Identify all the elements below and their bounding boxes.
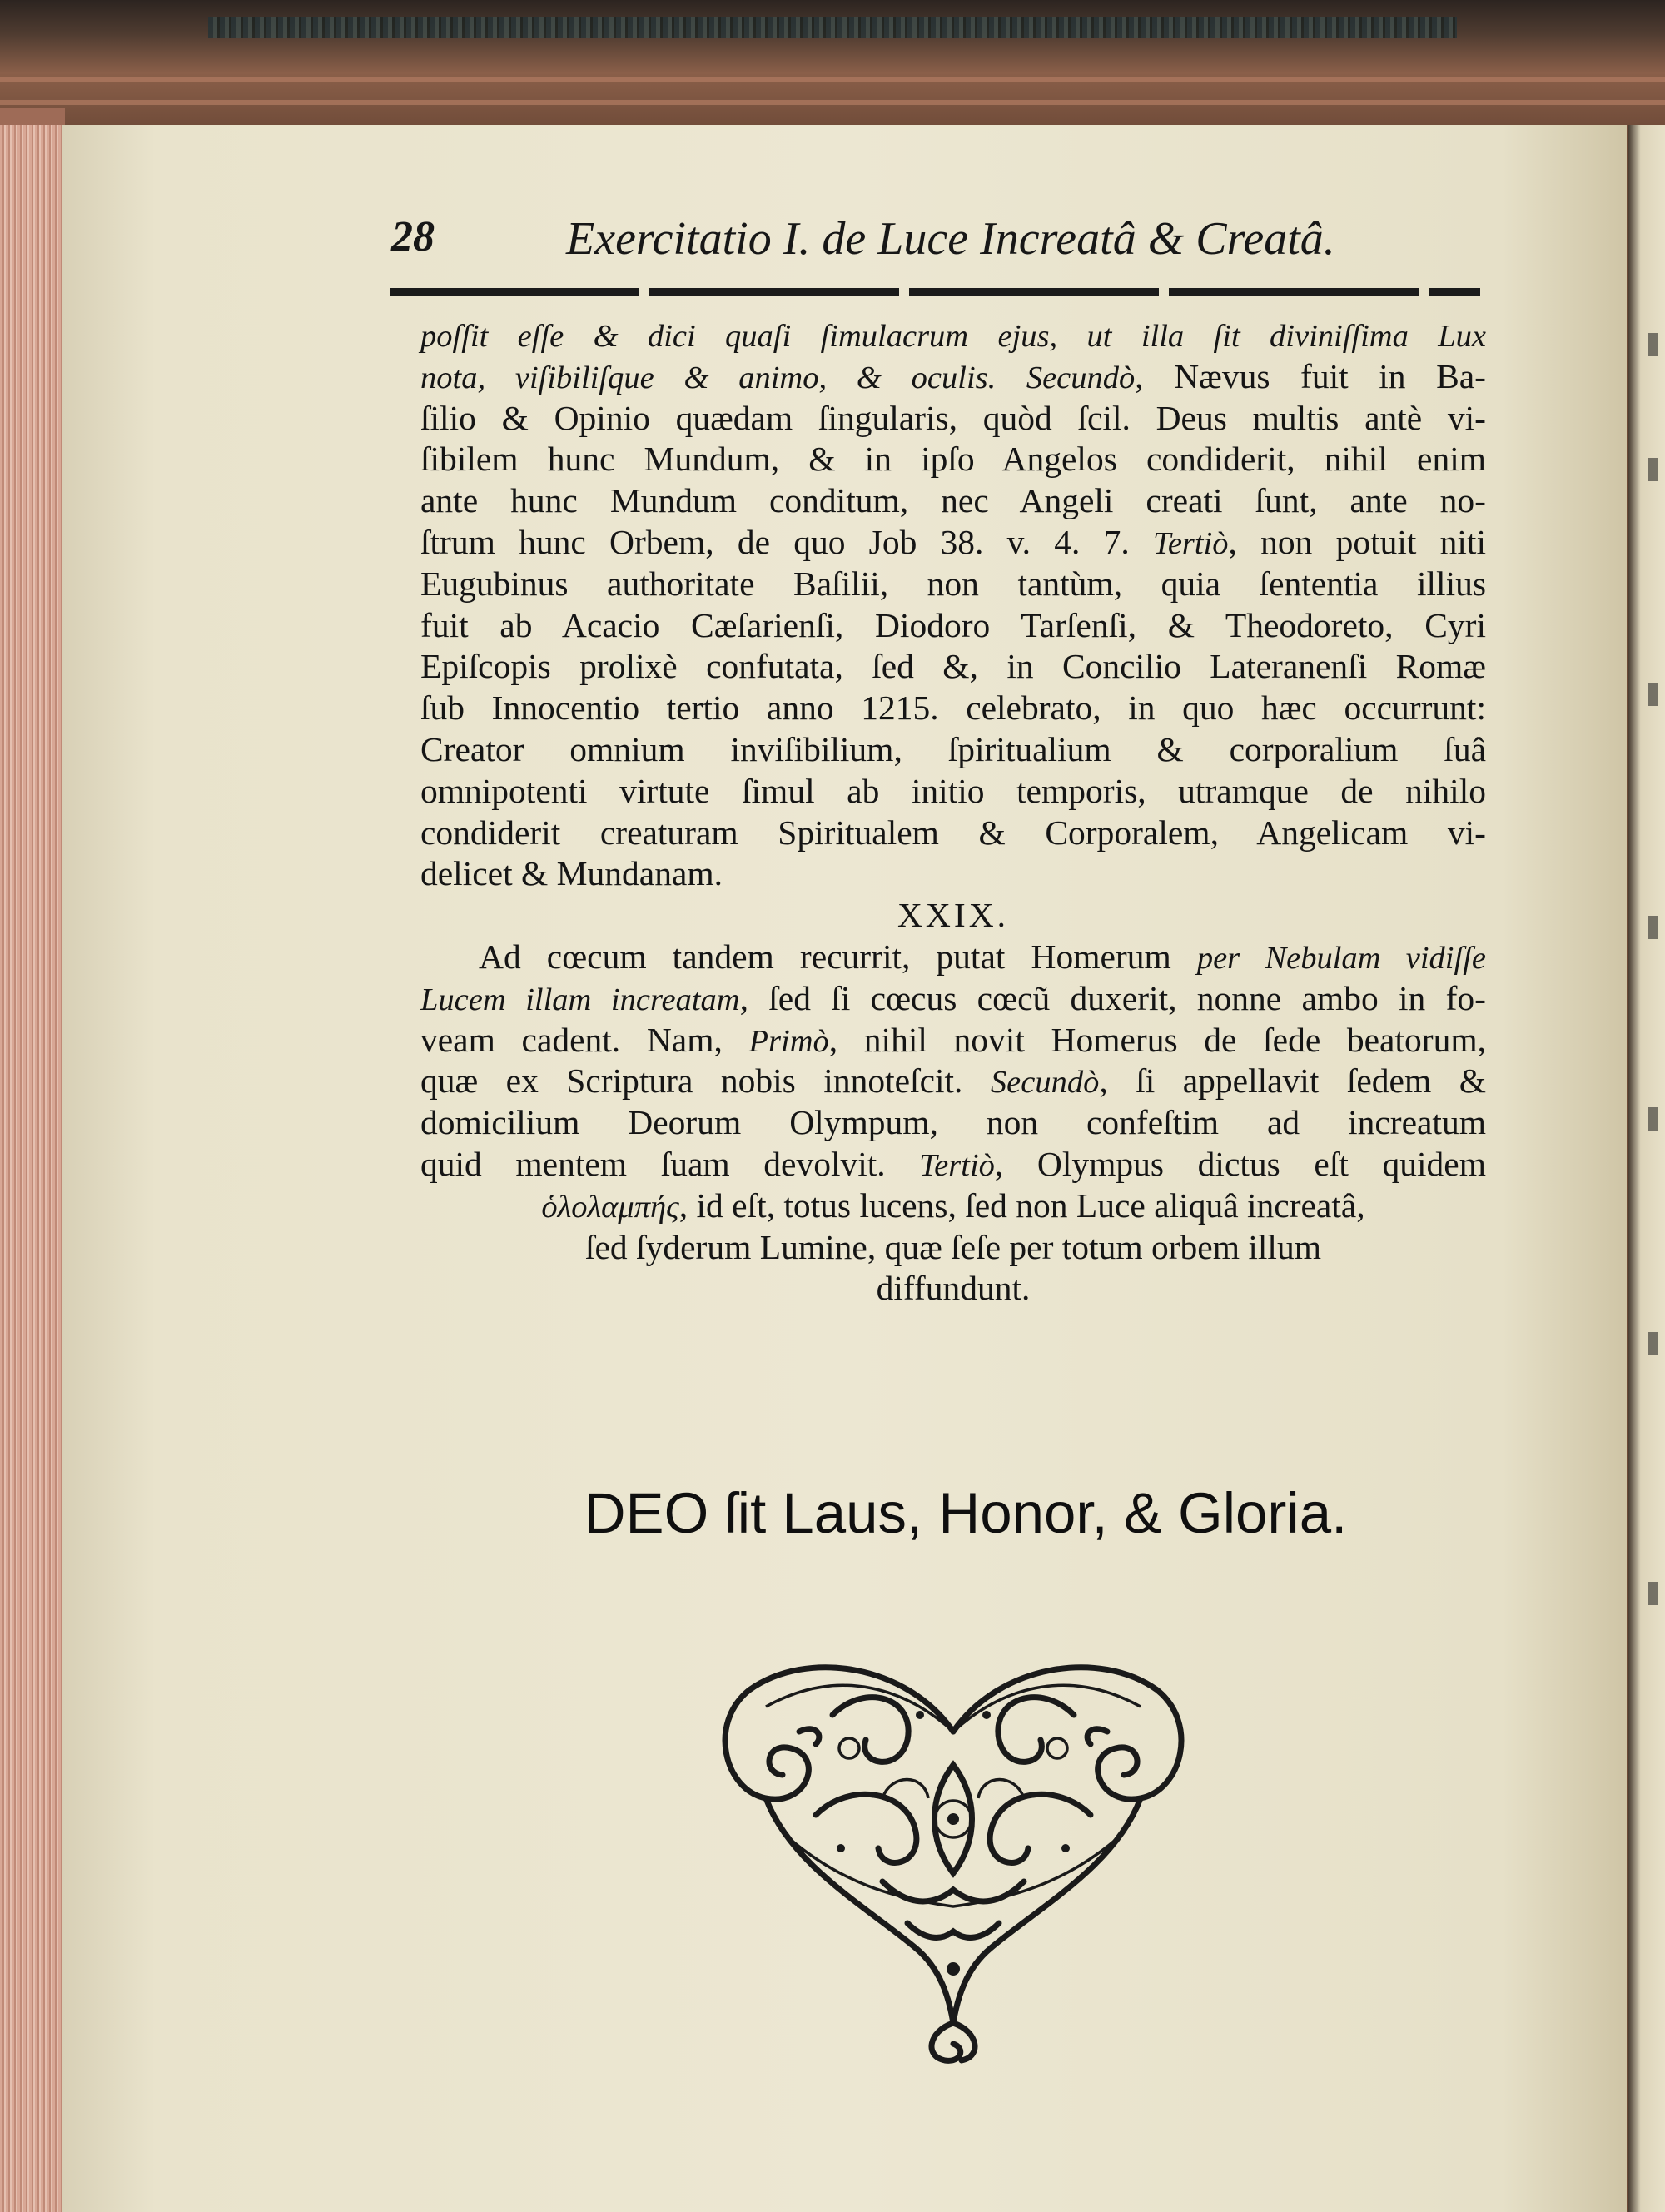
- text-run: Eugubinus authoritate Baſilii, non tantùm, quia ſententia illius: [420, 564, 1486, 603]
- binding-line: [0, 100, 1665, 105]
- text-run: Epiſcopis prolixè confutata, ſed &, in Concilio Lateranenſi Romæ: [420, 647, 1486, 686]
- text-line: [420, 398, 1486, 440]
- text-run: veam cadent. Nam,: [420, 1020, 749, 1059]
- page-fore-edge: [0, 125, 65, 2212]
- page-number: 28: [391, 213, 435, 261]
- text-run: ſtrum hunc Orbem, de quo Job 38. v. 4. 7.: [420, 522, 1153, 561]
- text-line: [420, 564, 1486, 605]
- italic-run: nota, viſibiliſque & animo, & oculis.: [420, 360, 997, 395]
- book-top-edge: [0, 0, 1665, 133]
- text-run: ſed ſyderum Lumine, quæ ſeſe per totum orbem illum: [584, 1227, 1321, 1266]
- running-header: [391, 212, 1390, 279]
- section-number-heading: [420, 895, 1486, 937]
- binding-line: [0, 77, 1665, 82]
- text-run: [996, 357, 1026, 395]
- text-line: [420, 771, 1486, 813]
- italic-run: Lucem illam increatam: [420, 982, 740, 1017]
- text-line: [420, 1186, 1486, 1227]
- text-line: [420, 1144, 1486, 1186]
- text-line: [420, 646, 1486, 688]
- text-line: [420, 439, 1486, 480]
- text-run: , nihil novit Homerus de ſede beatorum,: [828, 1020, 1486, 1059]
- text-line: [420, 605, 1486, 647]
- closing-doxology: DEO ſit Laus, Honor, & Gloria.: [584, 1481, 1348, 1545]
- italic-run: per Nebulam vidiſſe: [1196, 940, 1486, 976]
- text-run: quid mentem ſuam devolvit.: [420, 1144, 920, 1183]
- text-run: ante hunc Mundum conditum, nec Angeli creati ſunt, ante no-: [420, 481, 1486, 520]
- text-line: [420, 1268, 1486, 1310]
- text-run: , ſi appellavit ſedem &: [1099, 1061, 1486, 1101]
- italic-run: Secundò: [1026, 360, 1136, 395]
- text-line: [420, 937, 1486, 978]
- text-line: [420, 356, 1486, 398]
- body-text: [420, 315, 1486, 1310]
- text-run: domicilium Deorum Olympum, non confeſtim ad increatum: [420, 1103, 1486, 1142]
- header-rule: [390, 288, 1480, 296]
- text-line: [420, 813, 1486, 854]
- text-run: , non potuit niti: [1228, 522, 1486, 561]
- italic-run: Tertiò: [919, 1147, 995, 1183]
- text-run: ſilio & Opinio quædam ſingularis, quòd ſcil. Deus multis antè vi-: [420, 398, 1486, 437]
- text-run: condiderit creaturam Spiritualem & Corporalem, Angelicam vi-: [420, 813, 1486, 852]
- text-run: quæ ex Scriptura nobis innoteſcit.: [420, 1061, 991, 1101]
- text-line: [420, 978, 1486, 1020]
- text-line: [420, 480, 1486, 522]
- text-run: Ad cœcum tandem recurrit, putat Homerum: [479, 937, 1197, 976]
- text-line: [420, 1227, 1486, 1269]
- text-run: omnipotenti virtute ſimul ab initio temporis, utramque de nihilo: [420, 771, 1486, 810]
- text-run: , Nævus fuit in Ba-: [1135, 356, 1486, 395]
- text-line: [420, 688, 1486, 729]
- text-run: , Olympus dictus eſt quidem: [994, 1144, 1486, 1183]
- headband: [208, 17, 1457, 38]
- italic-run: Secundò: [990, 1065, 1100, 1101]
- text-run: ſibilem hunc Mundum, & in ipſo Angelos condiderit, nihil enim: [420, 440, 1486, 479]
- text-line: [420, 729, 1486, 771]
- italic-run: ὁλολαμπής: [541, 1189, 679, 1225]
- text-run: , ſed ſi cœcus cœcũ duxerit, nonne ambo in fo-: [739, 978, 1486, 1017]
- text-line: [420, 853, 1486, 895]
- text-line: [420, 522, 1486, 564]
- text-run: ſub Innocentio tertio anno 1215. celebrato, in quo hæc occurrunt:: [420, 688, 1486, 728]
- text-run: fuit ab Acacio Cæſarienſi, Diodoro Tarſenſi, & Theodoreto, Cyri: [420, 605, 1486, 644]
- italic-run: Primò: [748, 1023, 829, 1059]
- italic-run: poſſit eſſe & dici quaſi ſimulacrum ejus, ut illa ſit diviniſſima Lux: [420, 319, 1486, 354]
- text-line: [420, 1020, 1486, 1061]
- running-title: Exercitatio I. de Luce Increatâ & Creatâ.: [566, 213, 1335, 265]
- text-run: XXIX.: [897, 896, 1010, 935]
- text-line: [420, 315, 1486, 356]
- facing-page-text-fragments: [1648, 333, 1665, 1832]
- text-run: delicet & Mundanam.: [420, 854, 723, 893]
- text-run: , id eſt, totus lucens, ſed non Luce aliquâ increatâ,: [678, 1186, 1365, 1225]
- tailpiece-ornament: [716, 1632, 1190, 2073]
- text-line: [420, 1061, 1486, 1102]
- italic-run: Tertiò: [1152, 525, 1229, 561]
- text-run: diffundunt.: [876, 1269, 1031, 1308]
- text-run: Creator omnium inviſibilium, ſpiritualium & corporalium ſuâ: [420, 729, 1486, 768]
- text-line: [420, 1102, 1486, 1144]
